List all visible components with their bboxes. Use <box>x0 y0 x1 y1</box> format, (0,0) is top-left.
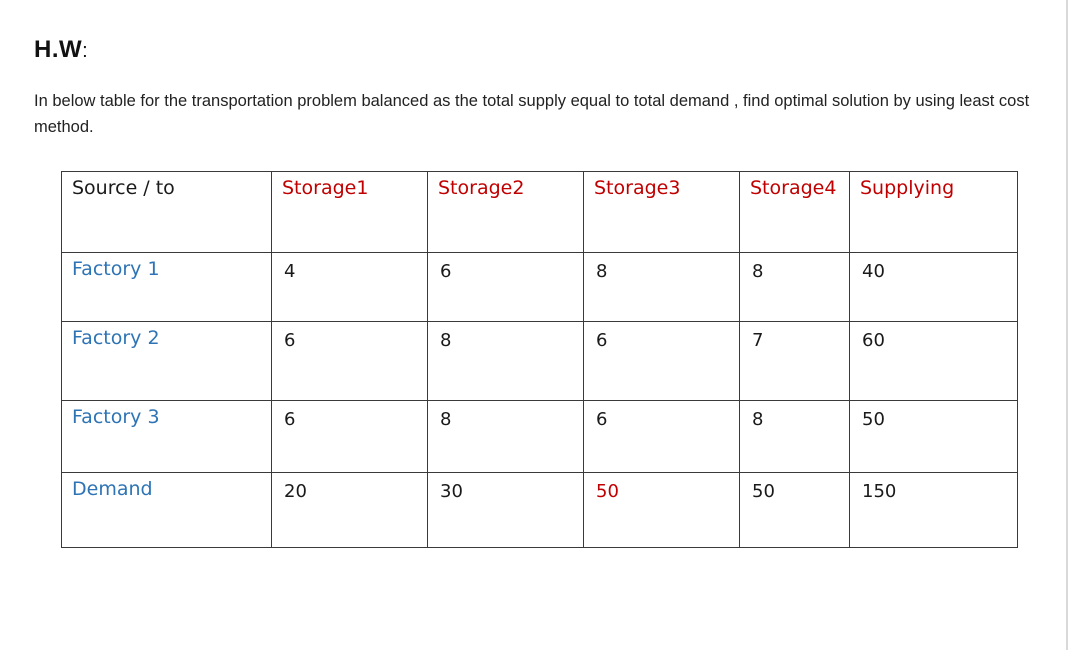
demand-cell: 50 <box>740 473 850 548</box>
demand-row <box>62 473 1018 548</box>
cost-cell: 8 <box>428 322 584 401</box>
title-colon: : <box>82 40 89 62</box>
cost-cell: 8 <box>740 253 850 322</box>
row-label-factory-2: Factory 2 <box>62 322 272 401</box>
page-title <box>34 36 88 64</box>
supply-cell: 50 <box>850 401 1018 473</box>
cost-cell: 6 <box>272 401 428 473</box>
cost-cell: 7 <box>740 322 850 401</box>
cost-cell: 6 <box>428 253 584 322</box>
header-supplying: Supplying <box>850 172 1018 253</box>
cost-cell: 6 <box>584 322 740 401</box>
demand-cell: 50 <box>584 473 740 548</box>
supply-cell: 40 <box>850 253 1018 322</box>
table-row <box>62 253 1018 322</box>
row-label-demand: Demand <box>62 473 272 548</box>
transportation-table <box>61 171 1018 548</box>
total-cell: 150 <box>850 473 1018 548</box>
header-storage4: Storage4 <box>740 172 850 253</box>
cost-cell: 8 <box>584 253 740 322</box>
cost-cell: 4 <box>272 253 428 322</box>
table-row <box>62 322 1018 401</box>
header-storage1: Storage1 <box>272 172 428 253</box>
header-storage2: Storage2 <box>428 172 584 253</box>
header-source-to: Source / to <box>62 172 272 253</box>
supply-cell: 60 <box>850 322 1018 401</box>
row-label-factory-1: Factory 1 <box>62 253 272 322</box>
demand-cell: 30 <box>428 473 584 548</box>
cost-cell: 6 <box>584 401 740 473</box>
cost-cell: 8 <box>740 401 850 473</box>
cost-cell: 8 <box>428 401 584 473</box>
demand-cell: 20 <box>272 473 428 548</box>
problem-statement: In below table for the transportation problem balanced as the total supply equal to total demand , find optimal solution by using least cost method. <box>34 92 1030 136</box>
row-label-factory-3: Factory 3 <box>62 401 272 473</box>
title-text: H.W <box>34 36 83 63</box>
header-storage3: Storage3 <box>584 172 740 253</box>
table-row <box>62 401 1018 473</box>
header-row <box>62 172 1018 253</box>
cost-cell: 6 <box>272 322 428 401</box>
